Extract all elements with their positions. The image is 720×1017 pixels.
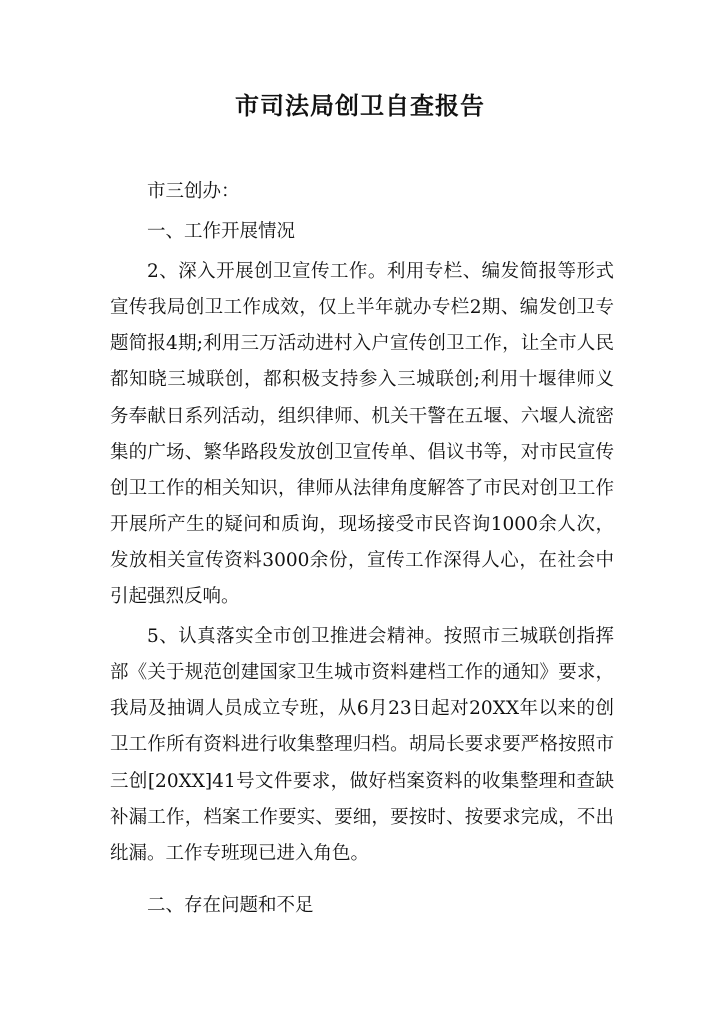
section-heading-work-progress: 一、工作开展情况: [147, 221, 296, 243]
document-body: [110, 174, 614, 924]
salutation: 市三创办：: [147, 181, 240, 202]
paragraph-implement-meeting: 5、认真落实全市创卫推进会精神。按照市三城联创指挥部《关于规范创建国家卫生城市资料建档工作的通知》要求，我局及抽调人员成立专班，从6月23日起对20XX年以来的创卫工作所有资料进行收集整理归档。胡局长要求要严格按照市三创[20XX]41号文件要求，做好档案资料的收集整理和查缺补漏工作，档案工作要实、要细，要按时、按要求完成，不出纰漏。工作专班现已进入角色。: [110, 626, 614, 864]
paragraph-publicity-work: 2、深入开展创卫宣传工作。利用专栏、编发简报等形式宣传我局创卫工作成效，仅上半年就办专栏2期、编发创卫专题简报4期;利用三万活动进村入户宣传创卫工作，让全市人民都知晓三城联创，都积极支持参入三城联创;利用十堰律师义务奉献日系列活动，组织律师、机关干警在五堰、六堰人流密集的广场、繁华路段发放创卫宣传单、倡议书等，对市民宣传创卫工作的相关知识，律师从法律角度解答了市民对创卫工作开展所产生的疑问和质询，现场接受市民咨询1000余人次，发放相关宣传资料3000余份，宣传工作深得人心，在社会中引起强烈反响。: [110, 261, 614, 608]
document-title: 市司法局创卫自查报告: [235, 92, 485, 120]
section-heading-problems: 二、存在问题和不足: [147, 894, 314, 916]
